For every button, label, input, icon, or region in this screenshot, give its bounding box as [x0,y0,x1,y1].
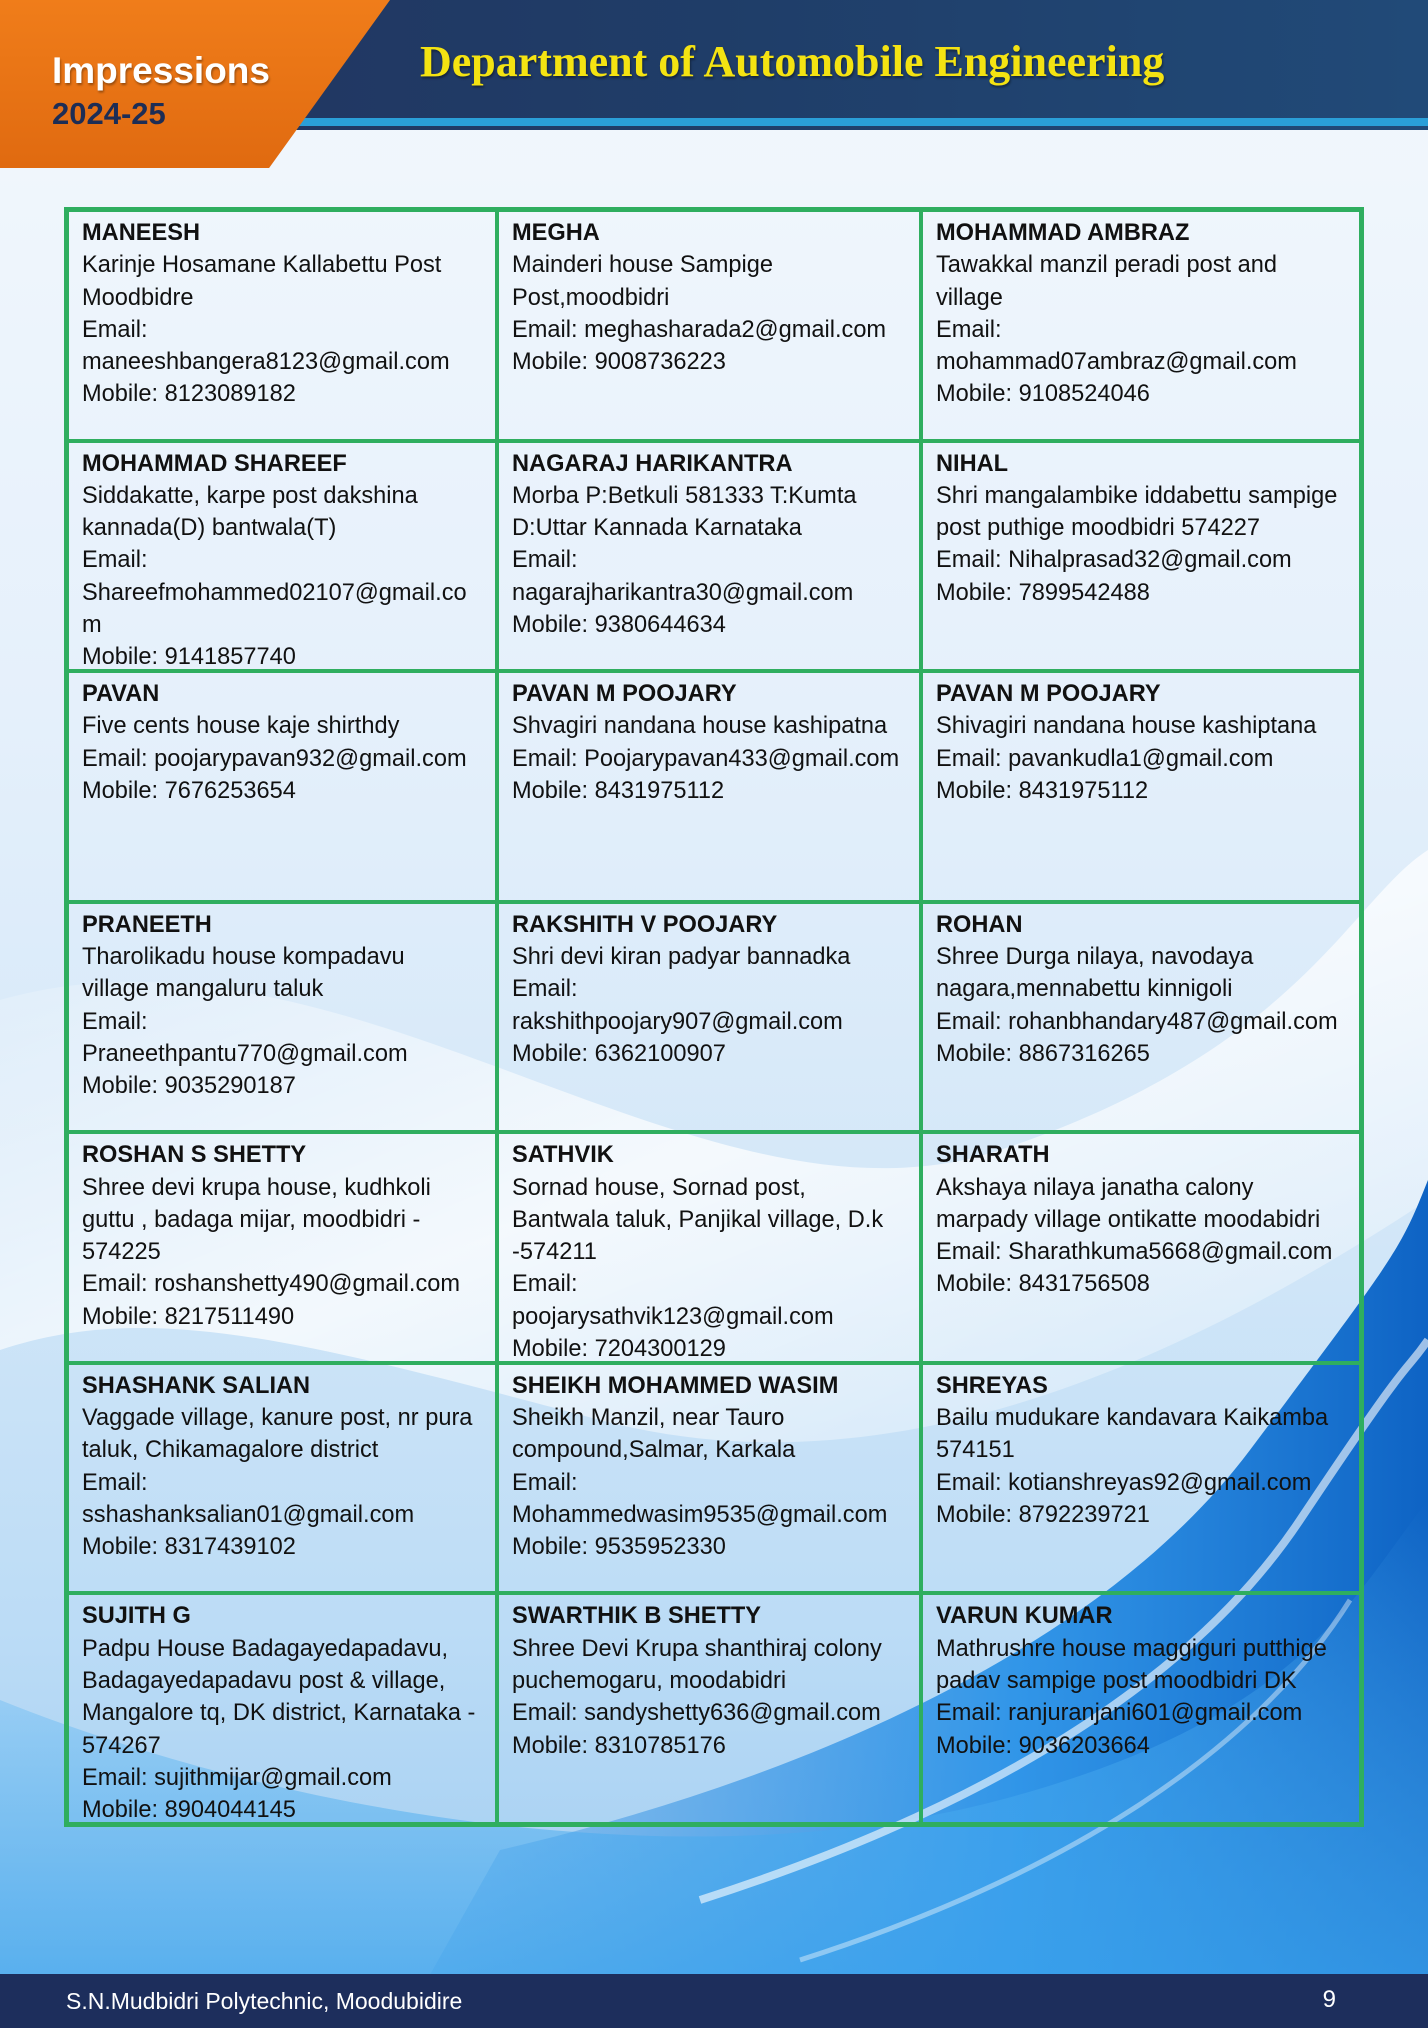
student-card [67,902,497,1133]
student-address-line: post puthige moodbidri 574227 [936,515,1260,542]
student-email: Email: [512,1469,578,1496]
edition-label: Impressions [52,50,270,91]
student-name: NAGARAJ HARIKANTRA [512,450,793,477]
student-card [497,671,921,902]
student-address-line: Morba P:Betkuli 581333 T:Kumta [512,482,857,509]
student-address-line: Siddakatte, karpe post dakshina [82,482,418,509]
student-card [67,671,497,902]
student-address-line: Shree devi krupa house, kudhkoli [82,1174,431,1201]
student-mobile: Mobile: 8217511490 [82,1303,295,1330]
student-mobile: Mobile: 9380644634 [512,612,726,639]
student-address-line: Five cents house kaje shirthdy [82,713,400,740]
student-email: Email: pavankudla1@gmail.com [936,745,1274,772]
student-address-line: village mangaluru taluk [82,976,324,1003]
student-card [921,1593,1361,1824]
student-email: Email: ranjuranjani601@gmail.com [936,1700,1303,1727]
student-mobile: Mobile: 8123089182 [82,381,296,408]
student-email: maneeshbangera8123@gmail.com [82,349,450,376]
student-card [497,902,921,1133]
student-email: Email: Nihalprasad32@gmail.com [936,547,1292,574]
student-address-line: D:Uttar Kannada Karnataka [512,515,802,542]
student-email: Email: [82,1469,148,1496]
student-address-line: compound,Salmar, Karkala [512,1437,796,1464]
student-address-line: Mangalore tq, DK district, Karnataka - [82,1700,476,1727]
student-card [497,1132,921,1363]
student-mobile: Mobile: 6362100907 [512,1040,726,1067]
student-name: ROSHAN S SHETTY [82,1142,307,1169]
student-card [921,1363,1361,1594]
student-mobile: Mobile: 8867316265 [936,1040,1150,1067]
student-address-line: Mainderi house Sampige [512,252,773,279]
student-mobile: Mobile: 8431975112 [512,778,725,805]
student-address-line: Badagayedapadavu post & village, [82,1668,446,1695]
student-address-line: 574267 [82,1732,161,1759]
student-mobile: Mobile: 7899542488 [936,579,1150,606]
student-email: Email: [512,976,578,1003]
student-email: Email: kotianshreyas92@gmail.com [936,1469,1312,1496]
student-address-line: Vaggade village, kanure post, nr pura [82,1405,473,1432]
student-card [67,1132,497,1363]
student-name: SHARATH [936,1142,1050,1169]
student-address-line: Post,moodbidri [512,284,670,311]
student-name: NIHAL [936,450,1009,477]
student-email: Email: [82,1008,148,1035]
student-email: Email: sandyshetty636@gmail.com [512,1700,881,1727]
student-name: ROHAN [936,911,1023,938]
student-mobile: Mobile: 9036203664 [936,1732,1150,1759]
edition-year: 2024-25 [52,96,166,131]
student-card [921,1132,1361,1363]
student-email: Email: Poojarypavan433@gmail.com [512,745,900,772]
student-mobile: Mobile: 7204300129 [512,1336,726,1363]
student-mobile: Mobile: 8310785176 [512,1732,726,1759]
student-name: MOHAMMAD AMBRAZ [936,220,1190,246]
student-card [67,1363,497,1594]
student-address-line: 574151 [936,1437,1015,1464]
student-address-line: Karinje Hosamane Kallabettu Post [82,252,442,279]
student-address-line: Shri mangalambike iddabettu sampige [936,482,1338,509]
student-address-line: Tawakkal manzil peradi post and [936,252,1277,279]
student-address-line: Tharolikadu house kompadavu [82,944,405,970]
student-card [921,441,1361,672]
student-email: Mohammedwasim9535@gmail.com [512,1502,888,1529]
student-address-line: Moodbidre [82,284,194,311]
department-title: Department of Automobile Engineering [420,37,1165,86]
student-address-line: Shree Devi Krupa shanthiraj colony [512,1635,882,1662]
student-directory-table [64,207,1364,1827]
student-name: PRANEETH [82,911,212,938]
student-address-line: Shivagiri nandana house kashiptana [936,713,1317,740]
student-card [921,210,1361,441]
student-mobile: Mobile: 9535952330 [512,1534,726,1561]
student-address-line: Bantwala taluk, Panjikal village, D.k [512,1206,884,1233]
footer-institution: S.N.Mudbidri Polytechnic, Moodubidire [66,1988,463,2014]
student-email: Email: rohanbhandary487@gmail.com [936,1008,1338,1035]
student-name: VARUN KUMAR [936,1603,1113,1630]
footer-bar [0,1974,1428,2028]
student-email: Email: roshanshetty490@gmail.com [82,1271,461,1298]
student-email: Email: [936,316,1002,343]
student-address-line: Akshaya nilaya janatha calony [936,1174,1254,1201]
student-address-line: Sheikh Manzil, near Tauro [512,1405,785,1432]
student-address-line: Sornad house, Sornad post, [512,1174,806,1201]
student-address-line: -574211 [512,1239,597,1266]
student-name: SHEIKH MOHAMMED WASIM [512,1372,839,1399]
student-address-line: taluk, Chikamagalore district [82,1437,379,1464]
student-address-line: Mathrushre house maggiguri putthige [936,1635,1327,1662]
student-email: Email: meghasharada2@gmail.com [512,316,887,343]
student-address-line: puchemogaru, moodabidri [512,1668,787,1695]
student-card [497,1593,921,1824]
student-address-line: Shri devi kiran padyar bannadka [512,944,851,970]
student-email: Email: Sharathkuma5668@gmail.com [936,1239,1333,1266]
student-name: MOHAMMAD SHAREEF [82,450,347,477]
student-name: MANEESH [82,220,200,246]
student-email: sshashanksalian01@gmail.com [82,1502,415,1529]
student-address-line: 574225 [82,1239,161,1266]
student-email: mohammad07ambraz@gmail.com [936,349,1297,376]
student-card [497,441,921,672]
student-mobile: Mobile: 9141857740 [82,644,296,671]
student-email: poojarysathvik123@gmail.com [512,1303,834,1330]
student-email: nagarajharikantra30@gmail.com [512,579,854,606]
student-address-line: Shvagiri nandana house kashipatna [512,713,888,740]
student-address-line: guttu , badaga mijar, moodbidri - [82,1206,421,1233]
student-mobile: Mobile: 8904044145 [82,1797,296,1824]
student-card [67,1593,497,1824]
student-mobile: Mobile: 8792239721 [936,1502,1150,1529]
student-name: SHASHANK SALIAN [82,1372,311,1399]
student-card [67,210,497,441]
student-name: SHREYAS [936,1372,1048,1399]
student-address-line: Shree Durga nilaya, navodaya [936,944,1254,970]
student-name: SATHVIK [512,1142,614,1169]
student-mobile: Mobile: 9108524046 [936,381,1150,408]
student-email: Email: [512,1271,578,1298]
student-name: RAKSHITH V POOJARY [512,911,778,938]
student-address-line: village [936,284,1003,311]
student-card [921,671,1361,902]
student-card [497,1363,921,1594]
student-address-line: kannada(D) bantwala(T) [82,515,337,542]
student-name: PAVAN M POOJARY [936,681,1161,708]
student-email: Email: [82,547,148,574]
student-email: Email: [512,547,578,574]
student-email: rakshithpoojary907@gmail.com [512,1008,843,1035]
student-address-line: Bailu mudukare kandavara Kaikamba [936,1405,1329,1432]
student-email: Email: [82,316,148,343]
student-address-line: Padpu House Badagayedapadavu, [82,1635,449,1662]
student-mobile: Mobile: 7676253654 [82,778,296,805]
student-email: m [82,612,102,639]
student-address-line: padav sampige post moodbidri DK [936,1668,1297,1695]
student-card [921,902,1361,1133]
student-mobile: Mobile: 8317439102 [82,1534,296,1561]
student-mobile: Mobile: 8431975112 [936,778,1149,805]
student-name: PAVAN [82,681,160,708]
student-name: SWARTHIK B SHETTY [512,1603,762,1630]
student-card [497,210,921,441]
student-name: PAVAN M POOJARY [512,681,737,708]
student-card [67,441,497,672]
student-email: Email: poojarypavan932@gmail.com [82,745,467,772]
student-mobile: Mobile: 9035290187 [82,1073,296,1100]
page-number: 9 [1322,1986,1336,2013]
student-name: MEGHA [512,220,600,246]
student-email: Email: sujithmijar@gmail.com [82,1764,392,1791]
student-name: SUJITH G [82,1603,191,1630]
student-email: Praneethpantu770@gmail.com [82,1040,408,1067]
student-mobile: Mobile: 9008736223 [512,349,726,376]
student-email: Shareefmohammed02107@gmail.co [82,579,467,606]
student-mobile: Mobile: 8431756508 [936,1271,1150,1298]
student-address-line: nagara,mennabettu kinnigoli [936,976,1233,1003]
student-address-line: marpady village ontikatte moodabidri [936,1206,1321,1233]
